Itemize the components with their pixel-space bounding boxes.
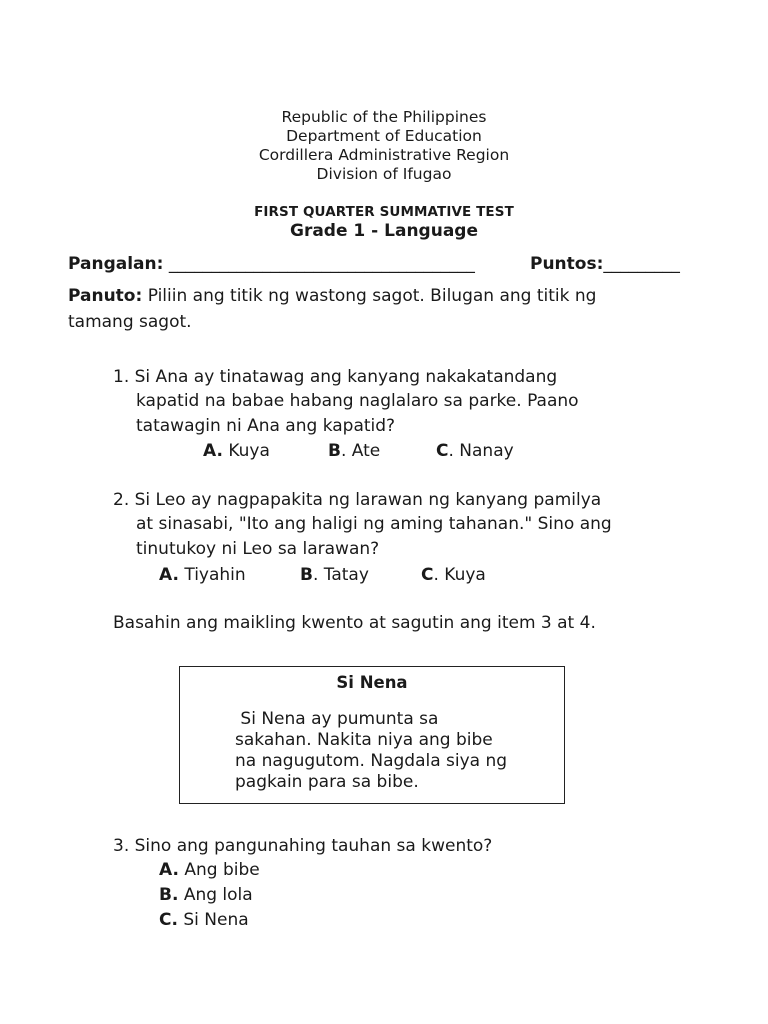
- story-box: [179, 666, 565, 804]
- score-field: [530, 254, 680, 274]
- question-text: tinutukoy ni Leo sa larawan?: [136, 539, 380, 559]
- choice-a: A. Kuya: [203, 441, 270, 461]
- score-label: Puntos:: [530, 254, 604, 274]
- choice-c: C. Kuya: [421, 565, 486, 585]
- story-line: Si Nena ay pumunta sa: [235, 709, 439, 729]
- story-line: na nagugutom. Nagdala siya ng: [235, 751, 508, 771]
- name-field: [68, 254, 475, 274]
- question-text: Si Leo ay nagpapakita ng larawan ng kanyang pamilya: [134, 490, 602, 510]
- letterhead: [0, 108, 768, 184]
- question-number: 2.: [113, 490, 130, 510]
- question-text: Sino ang pangunahing tauhan sa kwento?: [134, 836, 493, 856]
- choice-a: A. Ang bibe: [159, 860, 260, 880]
- choice-b: B. Ang lola: [159, 885, 253, 905]
- letterhead-line: Republic of the Philippines: [281, 108, 487, 126]
- question-2: [113, 490, 601, 510]
- story-title: Si Nena: [336, 673, 408, 692]
- letterhead-line: Division of Ifugao: [316, 165, 452, 183]
- choice-c: C. Si Nena: [159, 910, 249, 930]
- grade-title: Grade 1 - Language: [290, 221, 478, 241]
- choice-b: B. Ate: [328, 441, 381, 461]
- question-number: 1.: [113, 367, 130, 387]
- story-line: sakahan. Nakita niya ang bibe: [235, 730, 493, 750]
- question-text: kapatid na babae habang naglalaro sa parke. Paano: [136, 391, 579, 411]
- reading-prompt: Basahin ang maikling kwento at sagutin ang item 3 at 4.: [113, 613, 596, 633]
- question-1: [113, 367, 557, 387]
- name-label: Pangalan:: [68, 254, 164, 274]
- question-number: 3.: [113, 836, 130, 856]
- story-line: pagkain para sa bibe.: [235, 772, 419, 792]
- choice-c: C. Nanay: [436, 441, 514, 461]
- score-blank: _________: [603, 254, 680, 274]
- choice-b: B. Tatay: [300, 565, 369, 585]
- instructions-text-cont: tamang sagot.: [68, 312, 192, 332]
- instructions: [68, 286, 596, 306]
- test-title: FIRST QUARTER SUMMATIVE TEST: [254, 204, 514, 220]
- instructions-label: Panuto:: [68, 286, 143, 306]
- choice-a: A. Tiyahin: [159, 565, 246, 585]
- letterhead-line: Department of Education: [286, 127, 482, 145]
- name-blank: ____________________________________: [168, 254, 475, 274]
- instructions-text: Piliin ang titik ng wastong sagot. Bilugan ang titik ng: [147, 286, 597, 306]
- question-text: at sinasabi, "Ito ang haligi ng aming tahanan." Sino ang: [136, 514, 612, 534]
- question-3: [113, 836, 492, 856]
- letterhead-line: Cordillera Administrative Region: [258, 146, 510, 164]
- question-text: tatawagin ni Ana ang kapatid?: [136, 416, 396, 436]
- question-text: Si Ana ay tinatawag ang kanyang nakakatandang: [134, 367, 558, 387]
